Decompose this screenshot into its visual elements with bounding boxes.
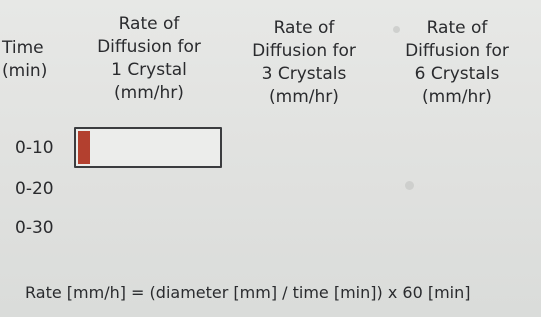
header-line: Rate of: [118, 14, 180, 34]
header-time-line: Time: [2, 38, 44, 58]
header-time: [2, 37, 47, 83]
row-label-0-20: 0-20: [15, 179, 54, 199]
background-speck: [405, 181, 414, 190]
header-rate-6-crystals: [390, 17, 524, 109]
header-unit: (mm/hr): [269, 87, 339, 107]
rate-formula: Rate [mm/h] = (diameter [mm] / time [min]) x 60 [min]: [25, 283, 471, 302]
rate-input-1-crystal-0-10[interactable]: [74, 127, 222, 168]
header-line: Diffusion for: [405, 41, 509, 61]
header-unit: (mm/hr): [114, 83, 184, 103]
header-line: 6 Crystals: [414, 64, 500, 84]
header-line: 1 Crystal: [111, 60, 187, 80]
row-label-0-10: 0-10: [15, 138, 54, 158]
header-rate-3-crystals: [236, 17, 372, 109]
header-unit: (mm/hr): [422, 87, 492, 107]
header-rate-1-crystal: [84, 13, 214, 105]
header-line: Diffusion for: [97, 37, 201, 57]
header-line: Diffusion for: [252, 41, 356, 61]
header-time-unit: (min): [2, 61, 48, 81]
background-speck: [393, 26, 400, 33]
header-line: Rate of: [273, 18, 335, 38]
header-line: Rate of: [426, 18, 488, 38]
header-line: 3 Crystals: [261, 64, 347, 84]
row-label-0-30: 0-30: [15, 218, 54, 238]
